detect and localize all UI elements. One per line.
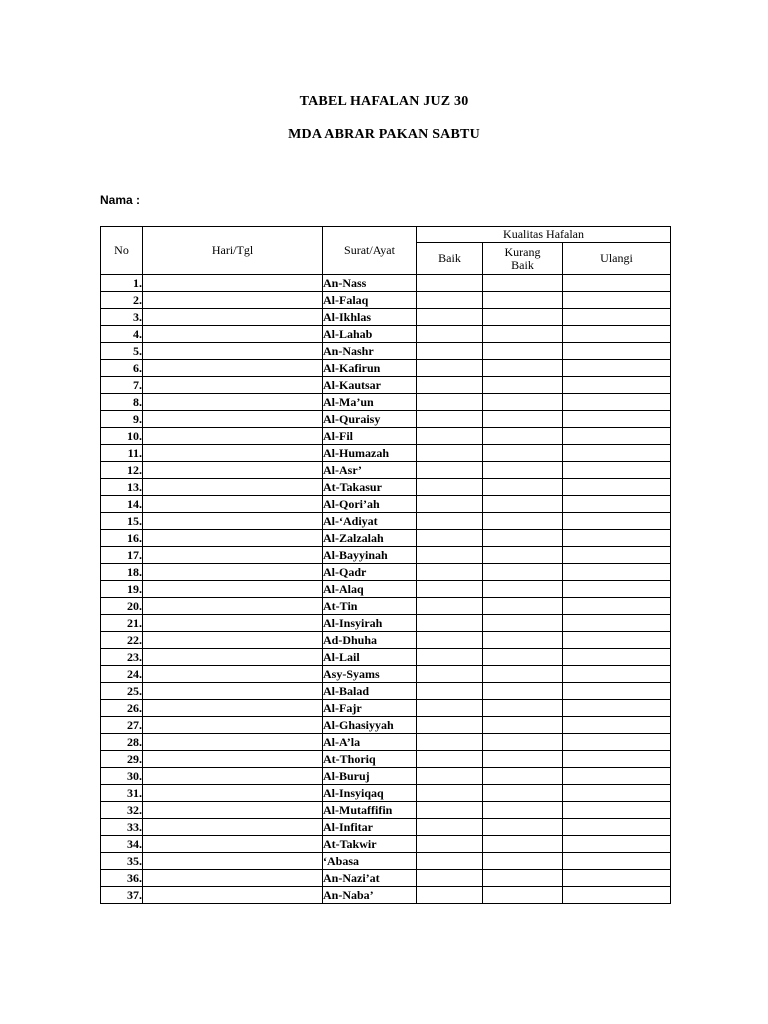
name-label: Nama : bbox=[100, 193, 141, 207]
quality-good-cell bbox=[417, 394, 483, 411]
row-number: 34. bbox=[101, 836, 143, 853]
date-cell bbox=[143, 292, 323, 309]
table-row bbox=[101, 836, 671, 853]
table-row bbox=[101, 768, 671, 785]
surah-cell: An-Nazi’at bbox=[323, 870, 417, 887]
table-row bbox=[101, 700, 671, 717]
quality-repeat-cell bbox=[563, 768, 671, 785]
quality-fair-cell bbox=[483, 819, 563, 836]
quality-fair-cell bbox=[483, 836, 563, 853]
row-number: 19. bbox=[101, 581, 143, 598]
table-row bbox=[101, 581, 671, 598]
quality-fair-cell bbox=[483, 700, 563, 717]
quality-good-cell bbox=[417, 751, 483, 768]
quality-good-cell bbox=[417, 343, 483, 360]
quality-repeat-cell bbox=[563, 581, 671, 598]
row-number: 16. bbox=[101, 530, 143, 547]
table-row bbox=[101, 564, 671, 581]
date-cell bbox=[143, 785, 323, 802]
quality-fair-cell bbox=[483, 394, 563, 411]
quality-good-cell bbox=[417, 717, 483, 734]
row-number: 3. bbox=[101, 309, 143, 326]
surah-cell: Al-Fajr bbox=[323, 700, 417, 717]
row-number: 22. bbox=[101, 632, 143, 649]
surah-cell: At-Thoriq bbox=[323, 751, 417, 768]
quality-good-cell bbox=[417, 598, 483, 615]
surah-cell: Al-Quraisy bbox=[323, 411, 417, 428]
row-number: 4. bbox=[101, 326, 143, 343]
date-cell bbox=[143, 275, 323, 292]
date-cell bbox=[143, 870, 323, 887]
quality-repeat-cell bbox=[563, 683, 671, 700]
row-number: 15. bbox=[101, 513, 143, 530]
table-row bbox=[101, 649, 671, 666]
date-cell bbox=[143, 326, 323, 343]
row-number: 21. bbox=[101, 615, 143, 632]
surah-cell: Al-Lahab bbox=[323, 326, 417, 343]
table-row bbox=[101, 479, 671, 496]
table-row bbox=[101, 496, 671, 513]
quality-repeat-cell bbox=[563, 547, 671, 564]
table-row bbox=[101, 377, 671, 394]
quality-repeat-cell bbox=[563, 666, 671, 683]
table-row bbox=[101, 785, 671, 802]
quality-repeat-cell bbox=[563, 343, 671, 360]
quality-good-cell bbox=[417, 700, 483, 717]
quality-fair-cell bbox=[483, 598, 563, 615]
row-number: 10. bbox=[101, 428, 143, 445]
quality-good-cell bbox=[417, 887, 483, 904]
quality-good-cell bbox=[417, 836, 483, 853]
row-number: 32. bbox=[101, 802, 143, 819]
quality-repeat-cell bbox=[563, 887, 671, 904]
date-cell bbox=[143, 751, 323, 768]
surah-cell: Al-Bayyinah bbox=[323, 547, 417, 564]
quality-repeat-cell bbox=[563, 462, 671, 479]
row-number: 30. bbox=[101, 768, 143, 785]
quality-good-cell bbox=[417, 309, 483, 326]
surah-cell: Al-Mutaffifin bbox=[323, 802, 417, 819]
quality-fair-cell bbox=[483, 802, 563, 819]
quality-fair-cell bbox=[483, 462, 563, 479]
quality-good-cell bbox=[417, 802, 483, 819]
quality-good-cell bbox=[417, 819, 483, 836]
date-cell bbox=[143, 513, 323, 530]
row-number: 36. bbox=[101, 870, 143, 887]
date-cell bbox=[143, 564, 323, 581]
column-header-fair-line1: Kurang bbox=[504, 244, 541, 259]
quality-repeat-cell bbox=[563, 836, 671, 853]
date-cell bbox=[143, 360, 323, 377]
quality-good-cell bbox=[417, 734, 483, 751]
table-row bbox=[101, 683, 671, 700]
surah-cell: Al-Ikhlas bbox=[323, 309, 417, 326]
table-row bbox=[101, 598, 671, 615]
quality-fair-cell bbox=[483, 326, 563, 343]
quality-good-cell bbox=[417, 615, 483, 632]
date-cell bbox=[143, 496, 323, 513]
column-header-no: No bbox=[101, 227, 143, 275]
surah-cell: Al-Lail bbox=[323, 649, 417, 666]
column-group-quality: Kualitas Hafalan bbox=[417, 227, 671, 243]
row-number: 6. bbox=[101, 360, 143, 377]
row-number: 25. bbox=[101, 683, 143, 700]
surah-cell: Al-Kafirun bbox=[323, 360, 417, 377]
quality-good-cell bbox=[417, 292, 483, 309]
quality-fair-cell bbox=[483, 853, 563, 870]
quality-repeat-cell bbox=[563, 802, 671, 819]
column-header-surah: Surat/Ayat bbox=[323, 227, 417, 275]
quality-good-cell bbox=[417, 513, 483, 530]
surah-cell: Al-Infitar bbox=[323, 819, 417, 836]
quality-good-cell bbox=[417, 496, 483, 513]
quality-fair-cell bbox=[483, 377, 563, 394]
quality-fair-cell bbox=[483, 581, 563, 598]
quality-good-cell bbox=[417, 360, 483, 377]
quality-repeat-cell bbox=[563, 785, 671, 802]
table-row bbox=[101, 802, 671, 819]
quality-fair-cell bbox=[483, 428, 563, 445]
quality-good-cell bbox=[417, 275, 483, 292]
date-cell bbox=[143, 717, 323, 734]
row-number: 33. bbox=[101, 819, 143, 836]
quality-fair-cell bbox=[483, 632, 563, 649]
quality-fair-cell bbox=[483, 275, 563, 292]
table-row bbox=[101, 530, 671, 547]
quality-repeat-cell bbox=[563, 445, 671, 462]
column-header-fair-line2: Baik bbox=[511, 257, 534, 272]
date-cell bbox=[143, 462, 323, 479]
surah-cell: Al-Kautsar bbox=[323, 377, 417, 394]
date-cell bbox=[143, 666, 323, 683]
quality-good-cell bbox=[417, 768, 483, 785]
table-row bbox=[101, 632, 671, 649]
quality-good-cell bbox=[417, 547, 483, 564]
quality-fair-cell bbox=[483, 309, 563, 326]
quality-fair-cell bbox=[483, 530, 563, 547]
quality-fair-cell bbox=[483, 768, 563, 785]
column-header-repeat: Ulangi bbox=[563, 243, 671, 275]
date-cell bbox=[143, 700, 323, 717]
row-number: 29. bbox=[101, 751, 143, 768]
row-number: 18. bbox=[101, 564, 143, 581]
memorization-table bbox=[100, 226, 671, 904]
quality-good-cell bbox=[417, 581, 483, 598]
surah-cell: Al-Asr’ bbox=[323, 462, 417, 479]
date-cell bbox=[143, 377, 323, 394]
quality-repeat-cell bbox=[563, 853, 671, 870]
row-number: 37. bbox=[101, 887, 143, 904]
quality-good-cell bbox=[417, 445, 483, 462]
row-number: 23. bbox=[101, 649, 143, 666]
quality-fair-cell bbox=[483, 785, 563, 802]
surah-cell: ‘Abasa bbox=[323, 853, 417, 870]
quality-repeat-cell bbox=[563, 700, 671, 717]
row-number: 31. bbox=[101, 785, 143, 802]
date-cell bbox=[143, 768, 323, 785]
date-cell bbox=[143, 309, 323, 326]
quality-repeat-cell bbox=[563, 377, 671, 394]
surah-cell: Al-Insyirah bbox=[323, 615, 417, 632]
surah-cell: At-Tin bbox=[323, 598, 417, 615]
column-header-fair bbox=[483, 243, 563, 275]
column-header-good: Baik bbox=[417, 243, 483, 275]
table-row bbox=[101, 734, 671, 751]
surah-cell: Al-Ma’un bbox=[323, 394, 417, 411]
page-title: TABEL HAFALAN JUZ 30 bbox=[299, 94, 469, 109]
quality-repeat-cell bbox=[563, 751, 671, 768]
quality-fair-cell bbox=[483, 547, 563, 564]
quality-fair-cell bbox=[483, 734, 563, 751]
quality-fair-cell bbox=[483, 683, 563, 700]
surah-cell: Al-Humazah bbox=[323, 445, 417, 462]
surah-cell: An-Nass bbox=[323, 275, 417, 292]
date-cell bbox=[143, 649, 323, 666]
row-number: 7. bbox=[101, 377, 143, 394]
table-row bbox=[101, 751, 671, 768]
quality-repeat-cell bbox=[563, 564, 671, 581]
quality-fair-cell bbox=[483, 615, 563, 632]
table-row bbox=[101, 513, 671, 530]
table-row bbox=[101, 887, 671, 904]
quality-good-cell bbox=[417, 326, 483, 343]
quality-good-cell bbox=[417, 377, 483, 394]
row-number: 13. bbox=[101, 479, 143, 496]
table-body bbox=[101, 275, 671, 904]
table-row bbox=[101, 717, 671, 734]
quality-good-cell bbox=[417, 649, 483, 666]
quality-fair-cell bbox=[483, 479, 563, 496]
quality-repeat-cell bbox=[563, 428, 671, 445]
surah-cell: Al-Balad bbox=[323, 683, 417, 700]
quality-repeat-cell bbox=[563, 598, 671, 615]
date-cell bbox=[143, 819, 323, 836]
surah-cell: An-Naba’ bbox=[323, 887, 417, 904]
table-row bbox=[101, 394, 671, 411]
quality-fair-cell bbox=[483, 343, 563, 360]
row-number: 9. bbox=[101, 411, 143, 428]
date-cell bbox=[143, 445, 323, 462]
quality-fair-cell bbox=[483, 666, 563, 683]
quality-repeat-cell bbox=[563, 513, 671, 530]
quality-good-cell bbox=[417, 428, 483, 445]
table-row bbox=[101, 870, 671, 887]
date-cell bbox=[143, 683, 323, 700]
quality-good-cell bbox=[417, 785, 483, 802]
quality-fair-cell bbox=[483, 496, 563, 513]
date-cell bbox=[143, 479, 323, 496]
quality-repeat-cell bbox=[563, 309, 671, 326]
surah-cell: Al-Qori’ah bbox=[323, 496, 417, 513]
date-cell bbox=[143, 343, 323, 360]
quality-good-cell bbox=[417, 479, 483, 496]
column-header-date: Hari/Tgl bbox=[143, 227, 323, 275]
surah-cell: Ad-Dhuha bbox=[323, 632, 417, 649]
table-row bbox=[101, 360, 671, 377]
row-number: 14. bbox=[101, 496, 143, 513]
quality-repeat-cell bbox=[563, 360, 671, 377]
quality-repeat-cell bbox=[563, 394, 671, 411]
quality-repeat-cell bbox=[563, 326, 671, 343]
surah-cell: Al-Zalzalah bbox=[323, 530, 417, 547]
quality-fair-cell bbox=[483, 870, 563, 887]
row-number: 5. bbox=[101, 343, 143, 360]
table-row bbox=[101, 292, 671, 309]
date-cell bbox=[143, 853, 323, 870]
quality-good-cell bbox=[417, 870, 483, 887]
surah-cell: Al-Insyiqaq bbox=[323, 785, 417, 802]
row-number: 11. bbox=[101, 445, 143, 462]
row-number: 27. bbox=[101, 717, 143, 734]
quality-good-cell bbox=[417, 462, 483, 479]
table-row bbox=[101, 853, 671, 870]
quality-repeat-cell bbox=[563, 530, 671, 547]
date-cell bbox=[143, 632, 323, 649]
quality-good-cell bbox=[417, 411, 483, 428]
table-row bbox=[101, 343, 671, 360]
quality-repeat-cell bbox=[563, 870, 671, 887]
table-row bbox=[101, 666, 671, 683]
table-row bbox=[101, 445, 671, 462]
quality-repeat-cell bbox=[563, 734, 671, 751]
surah-cell: At-Takwir bbox=[323, 836, 417, 853]
quality-repeat-cell bbox=[563, 632, 671, 649]
table-row bbox=[101, 411, 671, 428]
date-cell bbox=[143, 411, 323, 428]
quality-good-cell bbox=[417, 666, 483, 683]
table-row bbox=[101, 462, 671, 479]
quality-repeat-cell bbox=[563, 717, 671, 734]
quality-repeat-cell bbox=[563, 292, 671, 309]
surah-cell: Al-Alaq bbox=[323, 581, 417, 598]
quality-repeat-cell bbox=[563, 819, 671, 836]
row-number: 17. bbox=[101, 547, 143, 564]
quality-fair-cell bbox=[483, 360, 563, 377]
quality-fair-cell bbox=[483, 292, 563, 309]
date-cell bbox=[143, 394, 323, 411]
date-cell bbox=[143, 887, 323, 904]
quality-fair-cell bbox=[483, 751, 563, 768]
date-cell bbox=[143, 530, 323, 547]
date-cell bbox=[143, 836, 323, 853]
quality-fair-cell bbox=[483, 411, 563, 428]
date-cell bbox=[143, 802, 323, 819]
quality-fair-cell bbox=[483, 649, 563, 666]
quality-fair-cell bbox=[483, 717, 563, 734]
quality-good-cell bbox=[417, 853, 483, 870]
quality-repeat-cell bbox=[563, 649, 671, 666]
surah-cell: Al-Ghasiyyah bbox=[323, 717, 417, 734]
surah-cell: Asy-Syams bbox=[323, 666, 417, 683]
quality-repeat-cell bbox=[563, 411, 671, 428]
surah-cell: Al-Qadr bbox=[323, 564, 417, 581]
row-number: 26. bbox=[101, 700, 143, 717]
surah-cell: Al-Fil bbox=[323, 428, 417, 445]
date-cell bbox=[143, 428, 323, 445]
row-number: 1. bbox=[101, 275, 143, 292]
date-cell bbox=[143, 615, 323, 632]
quality-good-cell bbox=[417, 632, 483, 649]
quality-fair-cell bbox=[483, 445, 563, 462]
page-subtitle: MDA ABRAR PAKAN SABTU bbox=[288, 127, 480, 142]
surah-cell: Al-Falaq bbox=[323, 292, 417, 309]
row-number: 2. bbox=[101, 292, 143, 309]
table-row bbox=[101, 275, 671, 292]
quality-repeat-cell bbox=[563, 615, 671, 632]
row-number: 35. bbox=[101, 853, 143, 870]
date-cell bbox=[143, 581, 323, 598]
table-row bbox=[101, 547, 671, 564]
table-row bbox=[101, 428, 671, 445]
row-number: 8. bbox=[101, 394, 143, 411]
surah-cell: Al-A’la bbox=[323, 734, 417, 751]
date-cell bbox=[143, 598, 323, 615]
quality-good-cell bbox=[417, 564, 483, 581]
quality-repeat-cell bbox=[563, 479, 671, 496]
quality-fair-cell bbox=[483, 564, 563, 581]
surah-cell: Al-Buruj bbox=[323, 768, 417, 785]
quality-repeat-cell bbox=[563, 496, 671, 513]
row-number: 12. bbox=[101, 462, 143, 479]
surah-cell: An-Nashr bbox=[323, 343, 417, 360]
date-cell bbox=[143, 547, 323, 564]
surah-cell: At-Takasur bbox=[323, 479, 417, 496]
quality-fair-cell bbox=[483, 513, 563, 530]
table-row bbox=[101, 819, 671, 836]
quality-fair-cell bbox=[483, 887, 563, 904]
table-header bbox=[101, 227, 671, 275]
row-number: 28. bbox=[101, 734, 143, 751]
table-row bbox=[101, 615, 671, 632]
table-row bbox=[101, 309, 671, 326]
table-row bbox=[101, 326, 671, 343]
date-cell bbox=[143, 734, 323, 751]
quality-repeat-cell bbox=[563, 275, 671, 292]
row-number: 20. bbox=[101, 598, 143, 615]
quality-good-cell bbox=[417, 530, 483, 547]
row-number: 24. bbox=[101, 666, 143, 683]
surah-cell: Al-‘Adiyat bbox=[323, 513, 417, 530]
quality-good-cell bbox=[417, 683, 483, 700]
